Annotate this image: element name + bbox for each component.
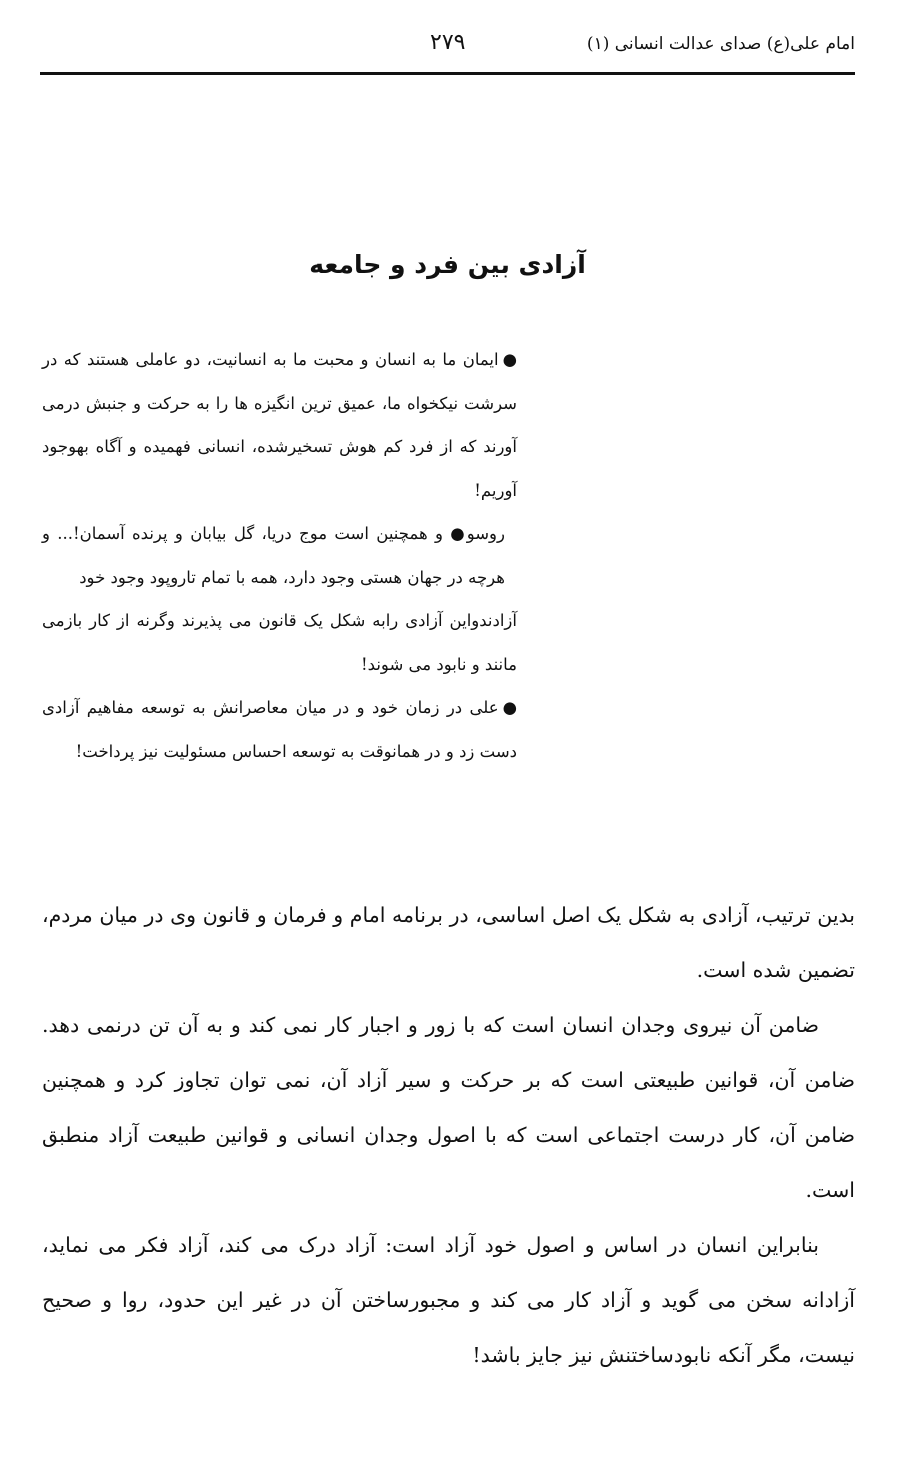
body-text [42, 888, 855, 1383]
section-title: آزادی بین فرد و جامعه [309, 250, 586, 279]
body-paragraph-3: بنابراین انسان در اساس و اصول خود آزاد است: آزاد درک می کند، آزاد فکر می نماید، آزادانه سخن می گوید و آزاد کار می کند و مجبورساختن آن در غیر این حدود، روا و صحیح نیست، مگر آنکه نابودساختنش نیز جایز باشد! [42, 1233, 855, 1367]
page-header [40, 28, 855, 72]
body-paragraph-1: بدین ترتیب، آزادی به شکل یک اصل اساسی، در برنامه امام و فرمان و قانون وی در میان مردم، تضمین شده است. [42, 903, 855, 982]
summary-point-1-text: ایمان ما به انسان و محبت ما به انسانیت، دو عاملی هستند که در سرشت نیکخواه ما، عمیق ترین انگیزه ها را به حرکت و جنبش درمی آورند که از فرد کم هوش تسخیرشده، انسانی فهمیده و آگاه بهوجود آوریم! [42, 350, 517, 500]
running-title: امام علی(ع) صدای عدالت انسانی (۱) [586, 34, 855, 54]
summary-point-2 [42, 686, 517, 773]
page-number: ۲۷۹ [430, 30, 466, 55]
summary-quote-2: آزادندواین آزادی رابه شکل یک قانون می پذیرند وگرنه از کار بازمی مانند و نابود می شوند! [42, 611, 517, 674]
summary-point-2-text: علی در زمان خود و در میان معاصرانش به توسعه مفاهیم آزادی دست زد و در همانوقت به توسعه احساس مسئولیت نیز پرداخت! [42, 698, 517, 761]
summary-box [42, 338, 517, 773]
summary-point-1 [42, 338, 517, 512]
summary-quote-1: روسو● و همچنین است موج دریا، گل بیابان و پرنده آسمان!... و هرچه در جهان هستی وجود دارد، همه با تمام تاروپود وجود خود [42, 524, 505, 587]
body-paragraph-2: ضامن آن نیروی وجدان انسان است که با زور و اجبار کار نمی کند و به آن تن درنمی دهد. ضامن آن، قوانین طبیعتی است که بر حرکت و سیر آزاد آن، نمی توان تجاوز کرد و همچنین ضامن آن، کار درست اجتماعی است که با اصول وجدان انسانی و قوانین طبیعت آزاد منطبق است. [42, 1013, 855, 1202]
bullet-icon: ● [502, 698, 517, 717]
header-rule [40, 72, 855, 75]
bullet-icon: ● [502, 350, 517, 369]
